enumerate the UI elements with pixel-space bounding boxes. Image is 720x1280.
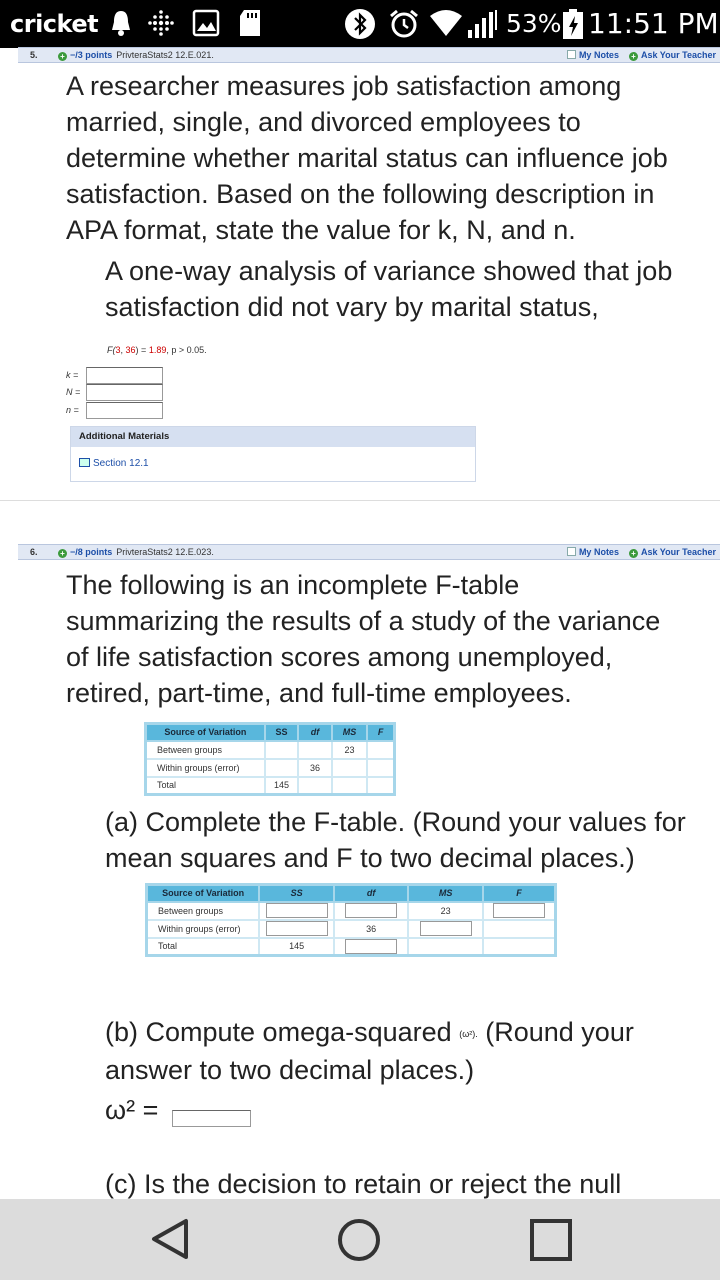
notes-icon <box>567 50 576 59</box>
part-b-instructions: (b) Compute omega-squared (ω²). (Round your answer to two decimal places.) <box>105 1017 634 1085</box>
header-ms: MS <box>408 885 483 902</box>
part-a-instructions: (a) Complete the F-table. (Round your values for mean squares and F to two decimal places.) <box>105 807 686 873</box>
header-source: Source of Variation <box>146 724 265 741</box>
apa-description: A one-way analysis of variance showed that job satisfaction did not vary by marital status, <box>105 256 673 322</box>
header-ss: SS <box>265 724 298 741</box>
question-number: 5. <box>30 50 38 60</box>
total-df-input[interactable] <box>345 939 397 954</box>
recents-square-icon[interactable] <box>529 1218 573 1262</box>
between-ss-input[interactable] <box>266 903 328 918</box>
question-header-5 <box>18 47 720 63</box>
expand-plus-icon[interactable]: + <box>58 549 67 558</box>
table-header-row <box>146 724 395 741</box>
question-actions <box>567 50 716 61</box>
header-ms: MS <box>332 724 368 741</box>
k-input[interactable] <box>86 367 163 384</box>
n-input[interactable] <box>86 402 163 419</box>
header-df: df <box>298 724 331 741</box>
my-notes-link[interactable]: My Notes <box>578 547 619 557</box>
question-5-prompt: A researcher measures job satisfaction among married, single, and divorced employees to determine whether marital status can influence job satisfaction. Based on the following description in APA format, state the value for k, N, and n. <box>66 71 668 245</box>
answer-f-table <box>145 883 557 957</box>
incomplete-f-table <box>144 722 396 796</box>
additional-materials-heading: Additional Materials <box>71 427 475 447</box>
expand-plus-icon[interactable]: + <box>58 52 67 61</box>
clock-time: 11:51 PM <box>588 7 719 40</box>
question-points: + −/8 points PrivteraStats2 12.E.023. <box>58 547 214 558</box>
table-row: Total 145 <box>146 777 395 795</box>
k-label: k = <box>66 370 79 380</box>
gallery-image-icon <box>192 8 220 38</box>
question-6-prompt: The following is an incomplete F-table summarizing the results of a study of the variance of life satisfaction scores among unemployed, retired, part-time, and full-time employees. <box>66 570 661 708</box>
wifi-icon <box>428 8 464 38</box>
header-f: F <box>367 724 394 741</box>
header-source: Source of Variation <box>147 885 260 902</box>
carrier-name: cricket <box>10 10 99 38</box>
between-df-input[interactable] <box>345 903 397 918</box>
omega-symbol-note: (ω²). <box>459 1028 478 1039</box>
omega-label: ω² = <box>105 1095 159 1125</box>
navigation-bar <box>0 1199 720 1280</box>
signal-strength-icon <box>466 8 500 40</box>
alarm-clock-icon <box>388 8 420 40</box>
ask-teacher-link[interactable]: Ask Your Teacher <box>640 50 716 60</box>
n-label: n = <box>66 405 79 415</box>
notification-bell-icon <box>108 8 134 38</box>
dots-grid-icon <box>146 8 176 38</box>
back-triangle-icon[interactable] <box>148 1217 190 1261</box>
within-ms-input[interactable] <box>420 921 472 936</box>
additional-materials-panel <box>70 426 476 482</box>
part-c-instructions: (c) Is the decision to retain or reject the null <box>105 1169 622 1199</box>
question-divider <box>0 500 720 501</box>
ask-teacher-plus-icon: + <box>629 549 638 558</box>
my-notes-link[interactable]: My Notes <box>578 50 619 60</box>
notes-icon <box>567 547 576 556</box>
table-header-row <box>147 885 556 902</box>
header-ss: SS <box>259 885 334 902</box>
table-row: Between groups 23 <box>146 741 395 759</box>
status-bar <box>0 0 720 48</box>
sd-card-icon <box>238 8 262 38</box>
ask-teacher-plus-icon: + <box>629 52 638 61</box>
within-ss-input[interactable] <box>266 921 328 936</box>
N-label: N = <box>66 387 81 397</box>
header-df: df <box>334 885 409 902</box>
question-actions <box>567 547 716 558</box>
bluetooth-icon <box>344 8 376 40</box>
battery-percent: 53% <box>506 9 562 38</box>
between-f-input[interactable] <box>493 903 545 918</box>
section-link[interactable]: Section 12.1 <box>79 458 149 469</box>
home-circle-icon[interactable] <box>337 1218 381 1262</box>
battery-charging-icon <box>562 8 584 40</box>
header-f: F <box>483 885 556 902</box>
table-row: Within groups (error) 36 <box>147 920 556 938</box>
question-header-6 <box>18 544 720 560</box>
apa-statistic: F(3, 36) = 1.89, p > 0.05. <box>107 345 207 355</box>
N-input[interactable] <box>86 384 163 401</box>
question-points: + −/3 points PrivteraStats2 12.E.021. <box>58 50 214 61</box>
question-number: 6. <box>30 547 38 557</box>
omega-squared-input[interactable] <box>172 1110 251 1127</box>
ebook-icon <box>79 458 90 467</box>
table-row: Between groups 23 <box>147 902 556 920</box>
table-row: Within groups (error) 36 <box>146 759 395 777</box>
ask-teacher-link[interactable]: Ask Your Teacher <box>640 547 716 557</box>
table-row: Total 145 <box>147 938 556 956</box>
